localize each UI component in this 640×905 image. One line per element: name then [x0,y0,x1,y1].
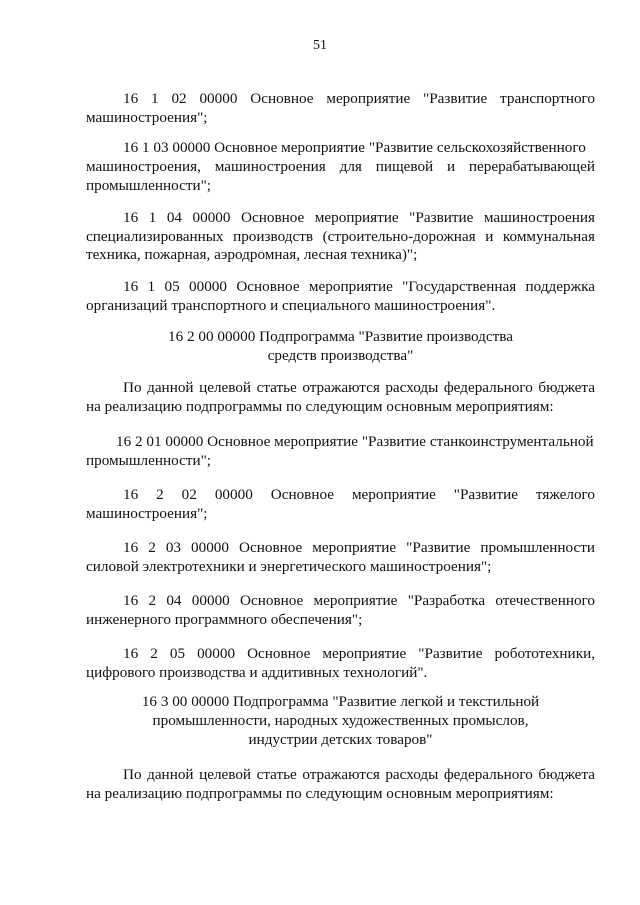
text-line: 16 1 03 00000 Основное мероприятие "Развитие сельскохозяйственного [123,139,586,156]
subprogram-heading: 16 3 00 00000 Подпрограмма "Развитие легкой и текстильной [141,693,540,710]
text-line: техника, пожарная, аэродромная, лесная техника)"; [86,246,418,263]
text-line: силовой электротехники и энергетического машиностроения"; [86,558,492,575]
text-line: машиностроения, машиностроения для пищевой и перерабатывающей [86,158,595,175]
text-line: промышленности"; [86,177,212,194]
text-line: 16 2 01 00000 Основное мероприятие "Развитие станкоинструментальной [116,433,594,450]
text-line: 16 1 02 00000 Основное мероприятие "Развитие транспортного [123,90,595,107]
text-line: инженерного программного обеспечения"; [86,611,363,628]
text-line: 16 2 03 00000 Основное мероприятие "Развитие промышленности [123,539,595,556]
text-line: По данной целевой статье отражаются расходы федерального бюджета [123,379,595,396]
text-line: По данной целевой статье отражаются расходы федерального бюджета [123,766,595,783]
text-line: машиностроения"; [86,109,208,126]
text-line: 16 1 05 00000 Основное мероприятие "Государственная поддержка [123,278,595,295]
text-line: на реализацию подпрограммы по следующим основным мероприятиям: [86,785,554,802]
text-line: специализированных производств (строительно-дорожная и коммунальная [86,228,595,245]
subprogram-heading: средств производства" [267,347,414,364]
text-line: 16 2 04 00000 Основное мероприятие "Разработка отечественного [123,592,595,609]
text-line: цифрового производства и аддитивных технологий". [86,664,428,681]
text-line: промышленности"; [86,452,212,469]
subprogram-heading: индустрии детских товаров" [248,731,433,748]
subprogram-heading: промышленности, народных художественных промыслов, [152,712,529,729]
page-number: 51 [313,38,327,53]
text-line: 16 2 05 00000 Основное мероприятие "Развитие робототехники, [123,645,595,662]
text-line: 16 1 04 00000 Основное мероприятие "Развитие машиностроения [123,209,595,226]
text-line: организаций транспортного и специального машиностроения". [86,297,496,314]
text-line: 16 2 02 00000 Основное мероприятие "Развитие тяжелого [123,486,595,503]
text-line: на реализацию подпрограммы по следующим основным мероприятиям: [86,398,554,415]
text-line: машиностроения"; [86,505,208,522]
subprogram-heading: 16 2 00 00000 Подпрограмма "Развитие производства [168,328,513,345]
